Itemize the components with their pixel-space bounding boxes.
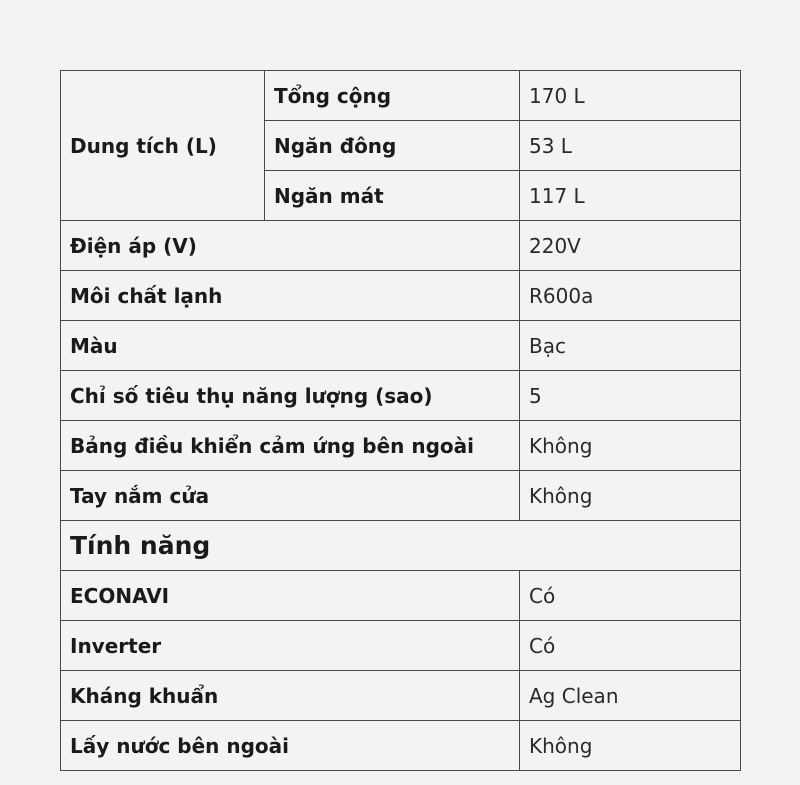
freezer-capacity-label: Ngăn đông — [265, 121, 520, 171]
capacity-label: Dung tích (L) — [61, 71, 265, 221]
voltage-label: Điện áp (V) — [61, 221, 520, 271]
freezer-capacity-value: 53 L — [520, 121, 741, 171]
inverter-value: Có — [520, 621, 741, 671]
total-capacity-value: 170 L — [520, 71, 741, 121]
fridge-capacity-label: Ngăn mát — [265, 171, 520, 221]
control-panel-value: Không — [520, 421, 741, 471]
voltage-value: 220V — [520, 221, 741, 271]
table-row — [61, 271, 741, 321]
control-panel-label: Bảng điều khiển cảm ứng bên ngoài — [61, 421, 520, 471]
table-row — [61, 571, 741, 621]
table-row — [61, 471, 741, 521]
table-row — [61, 71, 741, 121]
color-label: Màu — [61, 321, 520, 371]
table-row — [61, 321, 741, 371]
fridge-capacity-value: 117 L — [520, 171, 741, 221]
energy-rating-value: 5 — [520, 371, 741, 421]
color-value: Bạc — [520, 321, 741, 371]
econavi-value: Có — [520, 571, 741, 621]
table-row — [61, 371, 741, 421]
energy-rating-label: Chỉ số tiêu thụ năng lượng (sao) — [61, 371, 520, 421]
water-dispenser-value: Không — [520, 721, 741, 771]
antibacterial-label: Kháng khuẩn — [61, 671, 520, 721]
door-handle-value: Không — [520, 471, 741, 521]
features-section-title: Tính năng — [61, 521, 741, 571]
econavi-label: ECONAVI — [61, 571, 520, 621]
antibacterial-value: Ag Clean — [520, 671, 741, 721]
refrigerant-label: Môi chất lạnh — [61, 271, 520, 321]
table-row — [61, 721, 741, 771]
table-row — [61, 421, 741, 471]
door-handle-label: Tay nắm cửa — [61, 471, 520, 521]
spec-table — [60, 70, 741, 771]
total-capacity-label: Tổng cộng — [265, 71, 520, 121]
inverter-label: Inverter — [61, 621, 520, 671]
refrigerant-value: R600a — [520, 271, 741, 321]
table-row — [61, 671, 741, 721]
table-row — [61, 521, 741, 571]
water-dispenser-label: Lấy nước bên ngoài — [61, 721, 520, 771]
table-row — [61, 221, 741, 271]
table-row — [61, 621, 741, 671]
